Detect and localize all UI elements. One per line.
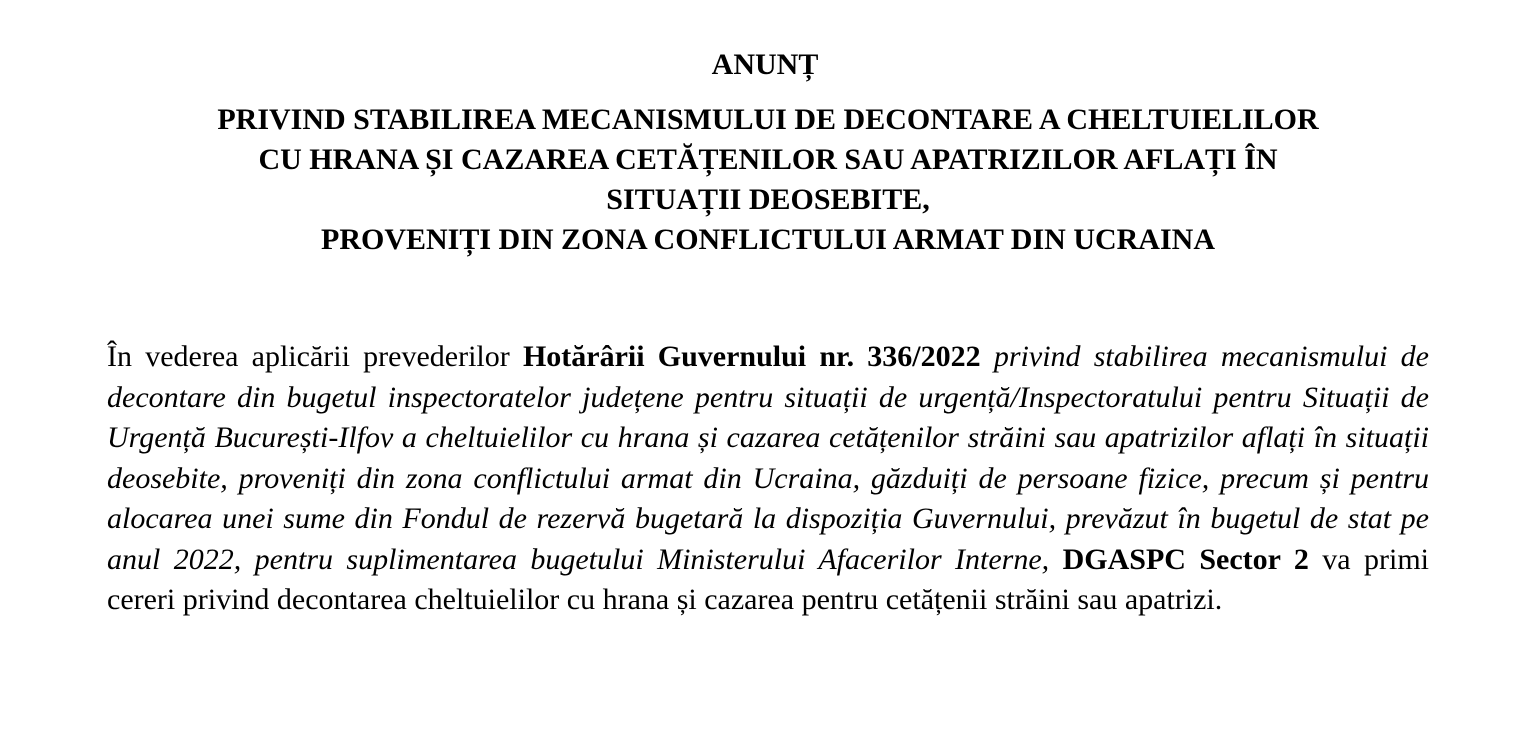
announcement-paragraph bbox=[107, 337, 1429, 621]
paragraph-closing: va primi cereri privind decontarea cheltuielilor cu hrana și cazarea pentru cetățenii străini sau apatrizi. bbox=[107, 542, 1430, 616]
subtitle-line: CU HRANA ȘI CAZAREA CETĂȚENILOR SAU APATRIZILOR AFLAȚI ÎN bbox=[258, 143, 1278, 176]
document-title: ANUNȚ bbox=[711, 48, 819, 81]
government-decision-reference: Hotărârii Guvernului nr. 336/2022 bbox=[522, 340, 981, 373]
paragraph-intro: În vederea aplicării prevederilor bbox=[107, 340, 523, 373]
document-subtitle bbox=[0, 100, 1530, 260]
subtitle-line: PRIVIND STABILIREA MECANISMULUI DE DECONTARE A CHELTUIELILOR bbox=[217, 103, 1319, 136]
subtitle-line: PROVENIȚI DIN ZONA CONFLICTULUI ARMAT DIN UCRAINA bbox=[321, 223, 1215, 256]
government-decision-title: privind stabilirea mecanismului de decontare din bugetul inspectoratelor județene pentru situații de urgență/Inspectoratului pentru Situații de Urgență București-Ilfov a cheltuielilor cu hrana și cazarea cetățenilor străini sau apatrizilor aflați în situații deosebite, proveniți din zona conflictului armat din Ucraina, găzduiți de persoane fizice, precum și pentru alocarea unei sume din Fondul de rezervă bugetară la dispoziția Guvernului, prevăzut în bugetul de stat pe anul 2022, pentru suplimentarea bugetului Ministerului Afacerilor Interne, bbox=[107, 340, 1429, 576]
institution-name: DGASPC Sector 2 bbox=[1062, 542, 1309, 576]
subtitle-line: SITUAȚII DEOSEBITE, bbox=[606, 183, 930, 216]
